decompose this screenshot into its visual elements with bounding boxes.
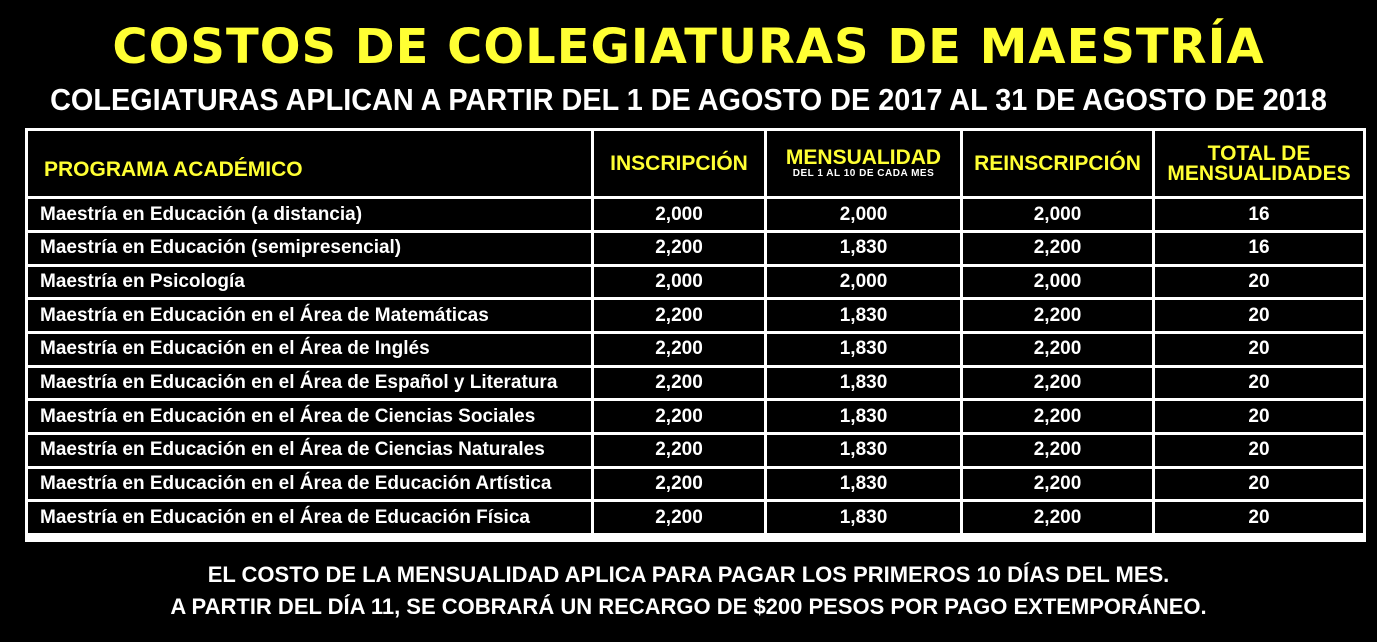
page-subtitle: COLEGIATURAS APLICAN A PARTIR DEL 1 DE AGOSTO DE 2017 AL 31 DE AGOSTO DE 2018: [50, 82, 1327, 117]
table-row: [28, 435, 1363, 466]
cell-programa: Maestría en Educación (a distancia): [28, 199, 591, 230]
cell-mensualidad: 1,830: [767, 368, 960, 399]
tuition-table-container: [25, 128, 1366, 542]
cell-mensualidad: 1,830: [767, 469, 960, 500]
header-mensualidad-note: DEL 1 AL 10 DE CADA MES: [792, 168, 935, 180]
cell-inscripcion: 2,200: [594, 435, 764, 466]
header-total: [1155, 131, 1363, 196]
cell-inscripcion: 2,200: [594, 368, 764, 399]
cell-mensualidad: 1,830: [767, 334, 960, 365]
cell-total: 20: [1155, 435, 1363, 466]
cell-reinscripcion: 2,200: [963, 401, 1152, 432]
cell-inscripcion: 2,200: [594, 401, 764, 432]
cell-inscripcion: 2,200: [594, 469, 764, 500]
cell-programa: Maestría en Educación en el Área de Educación Física: [28, 502, 591, 533]
cell-inscripcion: 2,200: [594, 233, 764, 264]
cell-total: 20: [1155, 300, 1363, 331]
table-row: [28, 199, 1363, 230]
tuition-table: [25, 128, 1366, 536]
table-row: [28, 300, 1363, 331]
cell-programa: Maestría en Educación en el Área de Inglés: [28, 334, 591, 365]
header-inscripcion: INSCRIPCIÓN: [594, 131, 764, 196]
cell-programa: Maestría en Educación en el Área de Ciencias Naturales: [28, 435, 591, 466]
table-row: [28, 233, 1363, 264]
cell-total: 20: [1155, 267, 1363, 298]
cell-total: 20: [1155, 502, 1363, 533]
cell-inscripcion: 2,200: [594, 300, 764, 331]
header-mensualidad: [767, 131, 960, 196]
cell-programa: Maestría en Psicología: [28, 267, 591, 298]
cell-total: 20: [1155, 469, 1363, 500]
cell-reinscripcion: 2,200: [963, 502, 1152, 533]
cell-mensualidad: 2,000: [767, 199, 960, 230]
cell-mensualidad: 1,830: [767, 233, 960, 264]
cell-programa: Maestría en Educación en el Área de Educación Artística: [28, 469, 591, 500]
cell-mensualidad: 1,830: [767, 300, 960, 331]
header-total-line1: TOTAL DE: [1207, 141, 1311, 165]
late-fee-note: A PARTIR DEL DÍA 11, SE COBRARÁ UN RECARGO DE $200 PESOS POR PAGO EXTEMPORÁNEO.: [170, 594, 1207, 619]
cell-reinscripcion: 2,000: [963, 199, 1152, 230]
table-row: [28, 334, 1363, 365]
cell-programa: Maestría en Educación en el Área de Español y Literatura: [28, 368, 591, 399]
cell-programa: Maestría en Educación en el Área de Matemáticas: [28, 300, 591, 331]
cell-total: 20: [1155, 334, 1363, 365]
cell-mensualidad: 1,830: [767, 435, 960, 466]
cell-reinscripcion: 2,000: [963, 267, 1152, 298]
cell-programa: Maestría en Educación en el Área de Ciencias Sociales: [28, 401, 591, 432]
table-row: [28, 502, 1363, 533]
table-row: [28, 267, 1363, 298]
header-total-line2: MENSUALIDADES: [1167, 161, 1351, 185]
table-row: [28, 368, 1363, 399]
cell-mensualidad: 1,830: [767, 401, 960, 432]
table-row: [28, 401, 1363, 432]
table-row: [28, 469, 1363, 500]
page-title: COSTOS DE COLEGIATURAS DE MAESTRÍA: [112, 19, 1265, 75]
cell-mensualidad: 2,000: [767, 267, 960, 298]
header-programa: PROGRAMA ACADÉMICO: [28, 131, 591, 196]
cell-inscripcion: 2,200: [594, 334, 764, 365]
payment-note: EL COSTO DE LA MENSUALIDAD APLICA PARA PAGAR LOS PRIMEROS 10 DÍAS DEL MES.: [207, 562, 1170, 587]
header-mensualidad-label: MENSUALIDAD: [785, 146, 942, 170]
cell-reinscripcion: 2,200: [963, 300, 1152, 331]
cell-total: 20: [1155, 368, 1363, 399]
cell-total: 16: [1155, 199, 1363, 230]
cell-reinscripcion: 2,200: [963, 233, 1152, 264]
cell-reinscripcion: 2,200: [963, 469, 1152, 500]
table-header-row: [28, 131, 1363, 196]
cell-programa: Maestría en Educación (semipresencial): [28, 233, 591, 264]
cell-reinscripcion: 2,200: [963, 435, 1152, 466]
cell-total: 16: [1155, 233, 1363, 264]
cell-inscripcion: 2,000: [594, 199, 764, 230]
header-reinscripcion: REINSCRIPCIÓN: [963, 131, 1152, 196]
cell-total: 20: [1155, 401, 1363, 432]
cell-mensualidad: 1,830: [767, 502, 960, 533]
cell-reinscripcion: 2,200: [963, 334, 1152, 365]
cell-inscripcion: 2,200: [594, 502, 764, 533]
cell-inscripcion: 2,000: [594, 267, 764, 298]
cell-reinscripcion: 2,200: [963, 368, 1152, 399]
